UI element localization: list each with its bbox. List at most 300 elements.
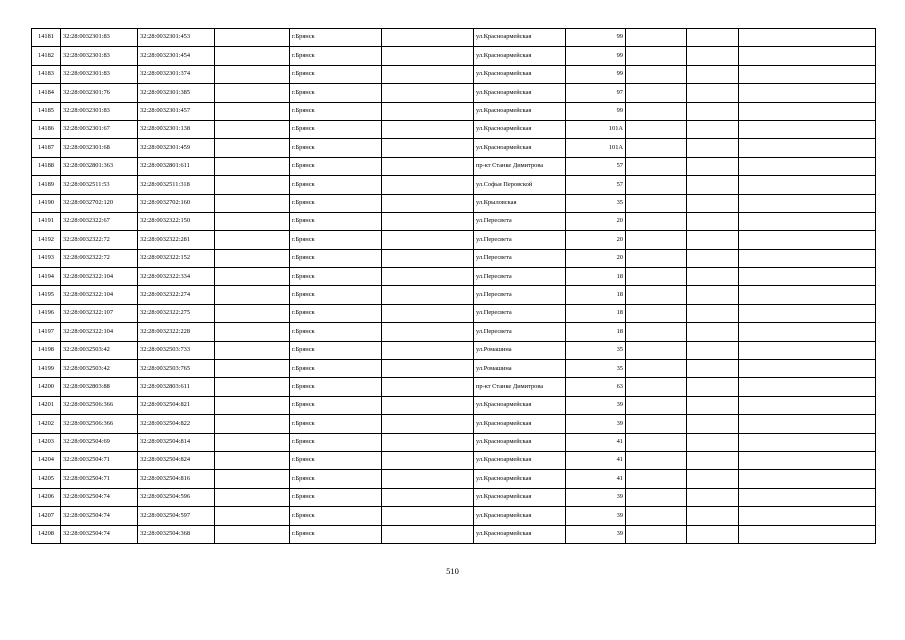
blank-cell [626,507,687,525]
city-cell: г.Брянск [290,29,382,47]
blank-cell [687,378,739,396]
city-cell: г.Брянск [290,507,382,525]
blank-cell [687,84,739,102]
blank-cell [215,433,290,451]
house-number-cell: 18 [566,323,626,341]
blank-cell [626,396,687,414]
blank-cell [739,139,876,157]
house-number-cell: 39 [566,415,626,433]
object-number-cell: 32:28:0032301:457 [138,102,215,120]
parcel-number-cell: 32:28:0032301:83 [61,65,138,83]
object-number-cell: 32:28:0032322:281 [138,231,215,249]
blank-cell [382,433,474,451]
table-row [32,415,876,433]
registry-table [31,28,876,544]
house-number-cell: 18 [566,304,626,322]
blank-cell [739,120,876,138]
blank-cell [626,47,687,65]
city-cell: г.Брянск [290,304,382,322]
blank-cell [382,29,474,47]
blank-cell [739,29,876,47]
blank-cell [626,304,687,322]
house-number-cell: 99 [566,29,626,47]
table-row [32,268,876,286]
blank-cell [382,102,474,120]
blank-cell [382,84,474,102]
blank-cell [382,507,474,525]
city-cell: г.Брянск [290,268,382,286]
blank-cell [382,415,474,433]
house-number-cell: 35 [566,341,626,359]
table-row [32,378,876,396]
blank-cell [739,341,876,359]
street-cell: ул.Софьи Перовской [474,176,566,194]
blank-cell [739,488,876,506]
blank-cell [687,194,739,212]
table-row [32,249,876,267]
city-cell: г.Брянск [290,415,382,433]
table-row [32,488,876,506]
house-number-cell: 99 [566,65,626,83]
table-row [32,176,876,194]
blank-cell [739,47,876,65]
city-cell: г.Брянск [290,286,382,304]
house-number-cell: 20 [566,212,626,230]
blank-cell [687,341,739,359]
street-cell: ул.Красноармейская [474,47,566,65]
blank-cell [626,139,687,157]
object-number-cell: 32:28:0032504:822 [138,415,215,433]
row-number-cell: 14183 [32,65,61,83]
city-cell: г.Брянск [290,120,382,138]
blank-cell [626,84,687,102]
blank-cell [687,102,739,120]
blank-cell [215,525,290,543]
object-number-cell: 32:28:0032803:611 [138,378,215,396]
blank-cell [382,176,474,194]
object-number-cell: 32:28:0032504:824 [138,451,215,469]
parcel-number-cell: 32:28:0032803:88 [61,378,138,396]
blank-cell [215,451,290,469]
blank-cell [626,360,687,378]
object-number-cell: 32:28:0032301:385 [138,84,215,102]
row-number-cell: 14188 [32,157,61,175]
blank-cell [626,212,687,230]
house-number-cell: 99 [566,102,626,120]
row-number-cell: 14199 [32,360,61,378]
street-cell: ул.Красноармейская [474,120,566,138]
row-number-cell: 14208 [32,525,61,543]
table-row [32,157,876,175]
row-number-cell: 14200 [32,378,61,396]
row-number-cell: 14204 [32,451,61,469]
city-cell: г.Брянск [290,488,382,506]
row-number-cell: 14186 [32,120,61,138]
page-number: 510 [446,566,459,576]
table-row [32,304,876,322]
blank-cell [739,84,876,102]
row-number-cell: 14184 [32,84,61,102]
blank-cell [687,488,739,506]
parcel-number-cell: 32:28:0032504:74 [61,507,138,525]
blank-cell [382,488,474,506]
table-row [32,139,876,157]
blank-cell [739,433,876,451]
object-number-cell: 32:28:0032301:374 [138,65,215,83]
blank-cell [382,120,474,138]
parcel-number-cell: 32:28:0032301:83 [61,102,138,120]
object-number-cell: 32:28:0032504:821 [138,396,215,414]
parcel-number-cell: 32:28:0032322:72 [61,249,138,267]
city-cell: г.Брянск [290,396,382,414]
house-number-cell: 41 [566,470,626,488]
object-number-cell: 32:28:0032504:816 [138,470,215,488]
blank-cell [626,341,687,359]
blank-cell [626,378,687,396]
house-number-cell: 101А [566,139,626,157]
table-row [32,525,876,543]
house-number-cell: 97 [566,84,626,102]
row-number-cell: 14191 [32,212,61,230]
table-row [32,360,876,378]
city-cell: г.Брянск [290,378,382,396]
blank-cell [739,157,876,175]
row-number-cell: 14196 [32,304,61,322]
blank-cell [739,304,876,322]
house-number-cell: 57 [566,157,626,175]
table-row [32,507,876,525]
house-number-cell: 39 [566,488,626,506]
blank-cell [626,231,687,249]
blank-cell [739,65,876,83]
object-number-cell: 32:28:0032504:814 [138,433,215,451]
object-number-cell: 32:28:0032503:733 [138,341,215,359]
row-number-cell: 14190 [32,194,61,212]
house-number-cell: 20 [566,231,626,249]
table-row [32,212,876,230]
parcel-number-cell: 32:28:0032702:120 [61,194,138,212]
blank-cell [687,139,739,157]
house-number-cell: 18 [566,268,626,286]
blank-cell [626,286,687,304]
blank-cell [215,268,290,286]
blank-cell [626,157,687,175]
blank-cell [215,139,290,157]
table-row [32,341,876,359]
row-number-cell: 14198 [32,341,61,359]
blank-cell [626,102,687,120]
blank-cell [215,65,290,83]
parcel-number-cell: 32:28:0032322:72 [61,231,138,249]
city-cell: г.Брянск [290,212,382,230]
parcel-number-cell: 32:28:0032301:83 [61,29,138,47]
city-cell: г.Брянск [290,323,382,341]
blank-cell [687,323,739,341]
house-number-cell: 101А [566,120,626,138]
blank-cell [687,157,739,175]
blank-cell [215,47,290,65]
object-number-cell: 32:28:0032504:596 [138,488,215,506]
object-number-cell: 32:28:0032801:611 [138,157,215,175]
house-number-cell: 35 [566,194,626,212]
blank-cell [215,488,290,506]
city-cell: г.Брянск [290,433,382,451]
row-number-cell: 14194 [32,268,61,286]
blank-cell [626,433,687,451]
street-cell: ул.Красноармейская [474,139,566,157]
parcel-number-cell: 32:28:0032322:67 [61,212,138,230]
street-cell: ул.Пересвета [474,268,566,286]
blank-cell [739,396,876,414]
table-row [32,451,876,469]
blank-cell [687,47,739,65]
city-cell: г.Брянск [290,65,382,83]
blank-cell [626,488,687,506]
city-cell: г.Брянск [290,249,382,267]
row-number-cell: 14205 [32,470,61,488]
blank-cell [215,396,290,414]
parcel-number-cell: 32:28:0032322:104 [61,323,138,341]
city-cell: г.Брянск [290,47,382,65]
house-number-cell: 18 [566,286,626,304]
parcel-number-cell: 32:28:0032301:76 [61,84,138,102]
house-number-cell: 39 [566,507,626,525]
blank-cell [626,470,687,488]
blank-cell [215,415,290,433]
city-cell: г.Брянск [290,470,382,488]
city-cell: г.Брянск [290,525,382,543]
house-number-cell: 41 [566,451,626,469]
blank-cell [382,525,474,543]
object-number-cell: 32:28:0032702:160 [138,194,215,212]
blank-cell [215,176,290,194]
parcel-number-cell: 32:28:0032506:366 [61,415,138,433]
house-number-cell: 20 [566,249,626,267]
blank-cell [739,451,876,469]
city-cell: г.Брянск [290,157,382,175]
house-number-cell: 35 [566,360,626,378]
street-cell: ул.Пересвета [474,231,566,249]
blank-cell [382,157,474,175]
blank-cell [687,120,739,138]
blank-cell [215,304,290,322]
blank-cell [215,249,290,267]
house-number-cell: 39 [566,396,626,414]
blank-cell [626,120,687,138]
object-number-cell: 32:28:0032322:274 [138,286,215,304]
parcel-number-cell: 32:28:0032301:67 [61,120,138,138]
blank-cell [626,268,687,286]
blank-cell [382,378,474,396]
blank-cell [626,176,687,194]
blank-cell [215,378,290,396]
row-number-cell: 14207 [32,507,61,525]
parcel-number-cell: 32:28:0032504:69 [61,433,138,451]
blank-cell [739,102,876,120]
parcel-number-cell: 32:28:0032301:83 [61,47,138,65]
blank-cell [382,139,474,157]
street-cell: пр-кт Станке Димитрова [474,378,566,396]
blank-cell [739,194,876,212]
blank-cell [626,249,687,267]
object-number-cell: 32:28:0032301:453 [138,29,215,47]
object-number-cell: 32:28:0032322:150 [138,212,215,230]
street-cell: ул.Крыловская [474,194,566,212]
blank-cell [215,84,290,102]
blank-cell [739,525,876,543]
blank-cell [382,268,474,286]
row-number-cell: 14185 [32,102,61,120]
row-number-cell: 14201 [32,396,61,414]
blank-cell [626,415,687,433]
blank-cell [382,286,474,304]
blank-cell [687,286,739,304]
blank-cell [687,249,739,267]
blank-cell [215,341,290,359]
blank-cell [687,433,739,451]
table-row [32,102,876,120]
street-cell: ул.Красноармейская [474,29,566,47]
table-row [32,120,876,138]
blank-cell [382,194,474,212]
object-number-cell: 32:28:0032301:138 [138,120,215,138]
row-number-cell: 14182 [32,47,61,65]
blank-cell [739,176,876,194]
blank-cell [215,323,290,341]
parcel-number-cell: 32:28:0032322:104 [61,268,138,286]
city-cell: г.Брянск [290,139,382,157]
blank-cell [687,360,739,378]
object-number-cell: 32:28:0032322:334 [138,268,215,286]
blank-cell [215,231,290,249]
table-row [32,396,876,414]
blank-cell [382,65,474,83]
object-number-cell: 32:28:0032301:454 [138,47,215,65]
city-cell: г.Брянск [290,451,382,469]
house-number-cell: 39 [566,525,626,543]
blank-cell [382,341,474,359]
blank-cell [215,29,290,47]
parcel-number-cell: 32:28:0032504:71 [61,470,138,488]
blank-cell [626,194,687,212]
parcel-number-cell: 32:28:0032504:74 [61,525,138,543]
blank-cell [687,65,739,83]
blank-cell [687,304,739,322]
row-number-cell: 14187 [32,139,61,157]
blank-cell [687,396,739,414]
city-cell: г.Брянск [290,102,382,120]
table-row [32,433,876,451]
parcel-number-cell: 32:28:0032504:71 [61,451,138,469]
row-number-cell: 14189 [32,176,61,194]
object-number-cell: 32:28:0032511:318 [138,176,215,194]
blank-cell [687,231,739,249]
blank-cell [739,415,876,433]
table-row [32,286,876,304]
street-cell: ул.Красноармейская [474,507,566,525]
blank-cell [215,157,290,175]
blank-cell [215,212,290,230]
table-row [32,47,876,65]
street-cell: ул.Красноармейская [474,65,566,83]
object-number-cell: 32:28:0032504:597 [138,507,215,525]
blank-cell [687,415,739,433]
blank-cell [739,470,876,488]
row-number-cell: 14195 [32,286,61,304]
house-number-cell: 41 [566,433,626,451]
blank-cell [739,212,876,230]
blank-cell [215,102,290,120]
blank-cell [626,323,687,341]
object-number-cell: 32:28:0032322:228 [138,323,215,341]
object-number-cell: 32:28:0032322:152 [138,249,215,267]
blank-cell [687,212,739,230]
house-number-cell: 57 [566,176,626,194]
blank-cell [739,231,876,249]
table-row [32,65,876,83]
object-number-cell: 32:28:0032322:275 [138,304,215,322]
parcel-number-cell: 32:28:0032322:107 [61,304,138,322]
blank-cell [382,47,474,65]
city-cell: г.Брянск [290,360,382,378]
blank-cell [215,360,290,378]
blank-cell [382,470,474,488]
street-cell: ул.Красноармейская [474,488,566,506]
blank-cell [215,286,290,304]
blank-cell [687,176,739,194]
blank-cell [382,360,474,378]
blank-cell [215,194,290,212]
street-cell: ул.Красноармейская [474,102,566,120]
street-cell: ул.Пересвета [474,323,566,341]
street-cell: ул.Красноармейская [474,451,566,469]
city-cell: г.Брянск [290,84,382,102]
blank-cell [626,525,687,543]
street-cell: ул.Ромашина [474,341,566,359]
table-row [32,231,876,249]
blank-cell [739,360,876,378]
blank-cell [687,525,739,543]
city-cell: г.Брянск [290,231,382,249]
blank-cell [382,451,474,469]
street-cell: ул.Красноармейская [474,415,566,433]
row-number-cell: 14203 [32,433,61,451]
city-cell: г.Брянск [290,176,382,194]
blank-cell [215,120,290,138]
blank-cell [739,286,876,304]
blank-cell [215,507,290,525]
table-row [32,470,876,488]
street-cell: ул.Красноармейская [474,396,566,414]
row-number-cell: 14193 [32,249,61,267]
row-number-cell: 14181 [32,29,61,47]
parcel-number-cell: 32:28:0032322:104 [61,286,138,304]
object-number-cell: 32:28:0032503:765 [138,360,215,378]
street-cell: ул.Красноармейская [474,470,566,488]
street-cell: ул.Красноармейская [474,433,566,451]
street-cell: пр-кт Станке Димитрова [474,157,566,175]
blank-cell [739,507,876,525]
blank-cell [626,451,687,469]
street-cell: ул.Красноармейская [474,525,566,543]
object-number-cell: 32:28:0032504:368 [138,525,215,543]
table-row [32,194,876,212]
blank-cell [687,268,739,286]
row-number-cell: 14206 [32,488,61,506]
blank-cell [382,323,474,341]
blank-cell [687,507,739,525]
house-number-cell: 63 [566,378,626,396]
